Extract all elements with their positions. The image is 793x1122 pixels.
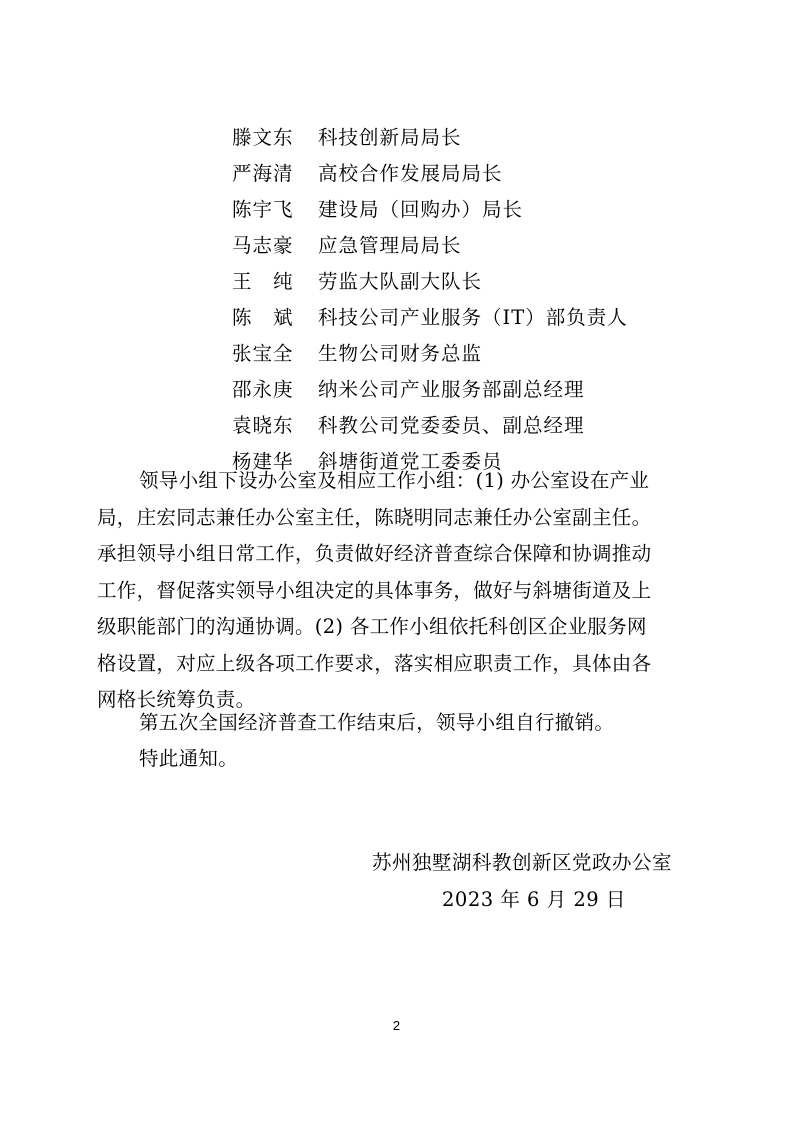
paragraph-line: 格设置，对应上级各项工作要求，落实相应职责工作，具体由各 <box>97 651 652 675</box>
member-title: 建设局（回购办）局长 <box>318 198 524 221</box>
member-row <box>232 118 628 154</box>
member-name: 邵永庚 <box>232 378 294 401</box>
closing-paragraph <box>97 741 717 778</box>
member-name: 马志豪 <box>232 234 294 257</box>
member-name: 王 纯 <box>232 270 294 293</box>
member-name: 陈 斌 <box>232 306 294 329</box>
member-title: 科技公司产业服务（IT）部负责人 <box>318 306 628 329</box>
closing-text: 特此通知。 <box>139 747 239 770</box>
member-title: 纳米公司产业服务部副总经理 <box>318 378 585 401</box>
member-name: 陈宇飞 <box>232 198 294 221</box>
paragraph-line: 级职能部门的沟通协调。(2) 各工作小组依托科创区企业服务网 <box>97 615 647 638</box>
member-row <box>232 226 628 262</box>
member-name: 滕文东 <box>232 126 294 149</box>
member-row <box>232 370 628 406</box>
member-row <box>232 334 628 370</box>
dissolution-text: 第五次全国经济普查工作结束后，领导小组自行撤销。 <box>139 711 615 734</box>
member-title: 科教公司党委委员、副总经理 <box>318 414 585 437</box>
member-name: 杨建华 <box>232 450 294 473</box>
paragraph-line: 承担领导小组日常工作，负责做好经济普查综合保障和协调推动 <box>97 542 652 565</box>
dissolution-paragraph <box>97 705 717 742</box>
member-row <box>232 262 628 298</box>
signature-date: 2023 年 6 月 29 日 <box>442 888 626 911</box>
signature-org: 苏州独墅湖科教创新区党政办公室 <box>372 851 673 874</box>
member-name: 袁晓东 <box>232 414 294 437</box>
member-title: 生物公司财务总监 <box>318 342 483 365</box>
office-setup-paragraph <box>97 463 717 719</box>
paragraph-line: 工作，督促落实领导小组决定的具体事务，做好与斜塘街道及上 <box>97 578 652 602</box>
member-title: 科技创新局局长 <box>318 126 462 149</box>
member-row <box>232 154 628 190</box>
member-title: 高校合作发展局局长 <box>318 162 503 185</box>
member-row <box>232 298 628 334</box>
paragraph-line: 领导小组下设办公室及相应工作小组：(1) 办公室设在产业 <box>139 469 650 492</box>
member-title: 应急管理局局长 <box>318 234 462 257</box>
member-name: 张宝全 <box>232 342 294 365</box>
page-number: 2 <box>392 1018 401 1033</box>
member-row <box>232 406 628 442</box>
paragraph-line: 局，庄宏同志兼任办公室主任，陈晓明同志兼任办公室副主任。 <box>97 505 652 529</box>
member-title: 斜塘街道党工委委员 <box>318 450 503 473</box>
member-name: 严海清 <box>232 162 294 185</box>
paragraph-line: 网格长统筹负责。 <box>97 688 256 711</box>
member-row <box>232 190 628 226</box>
member-list <box>232 118 628 478</box>
member-title: 劳监大队副大队长 <box>318 270 483 293</box>
